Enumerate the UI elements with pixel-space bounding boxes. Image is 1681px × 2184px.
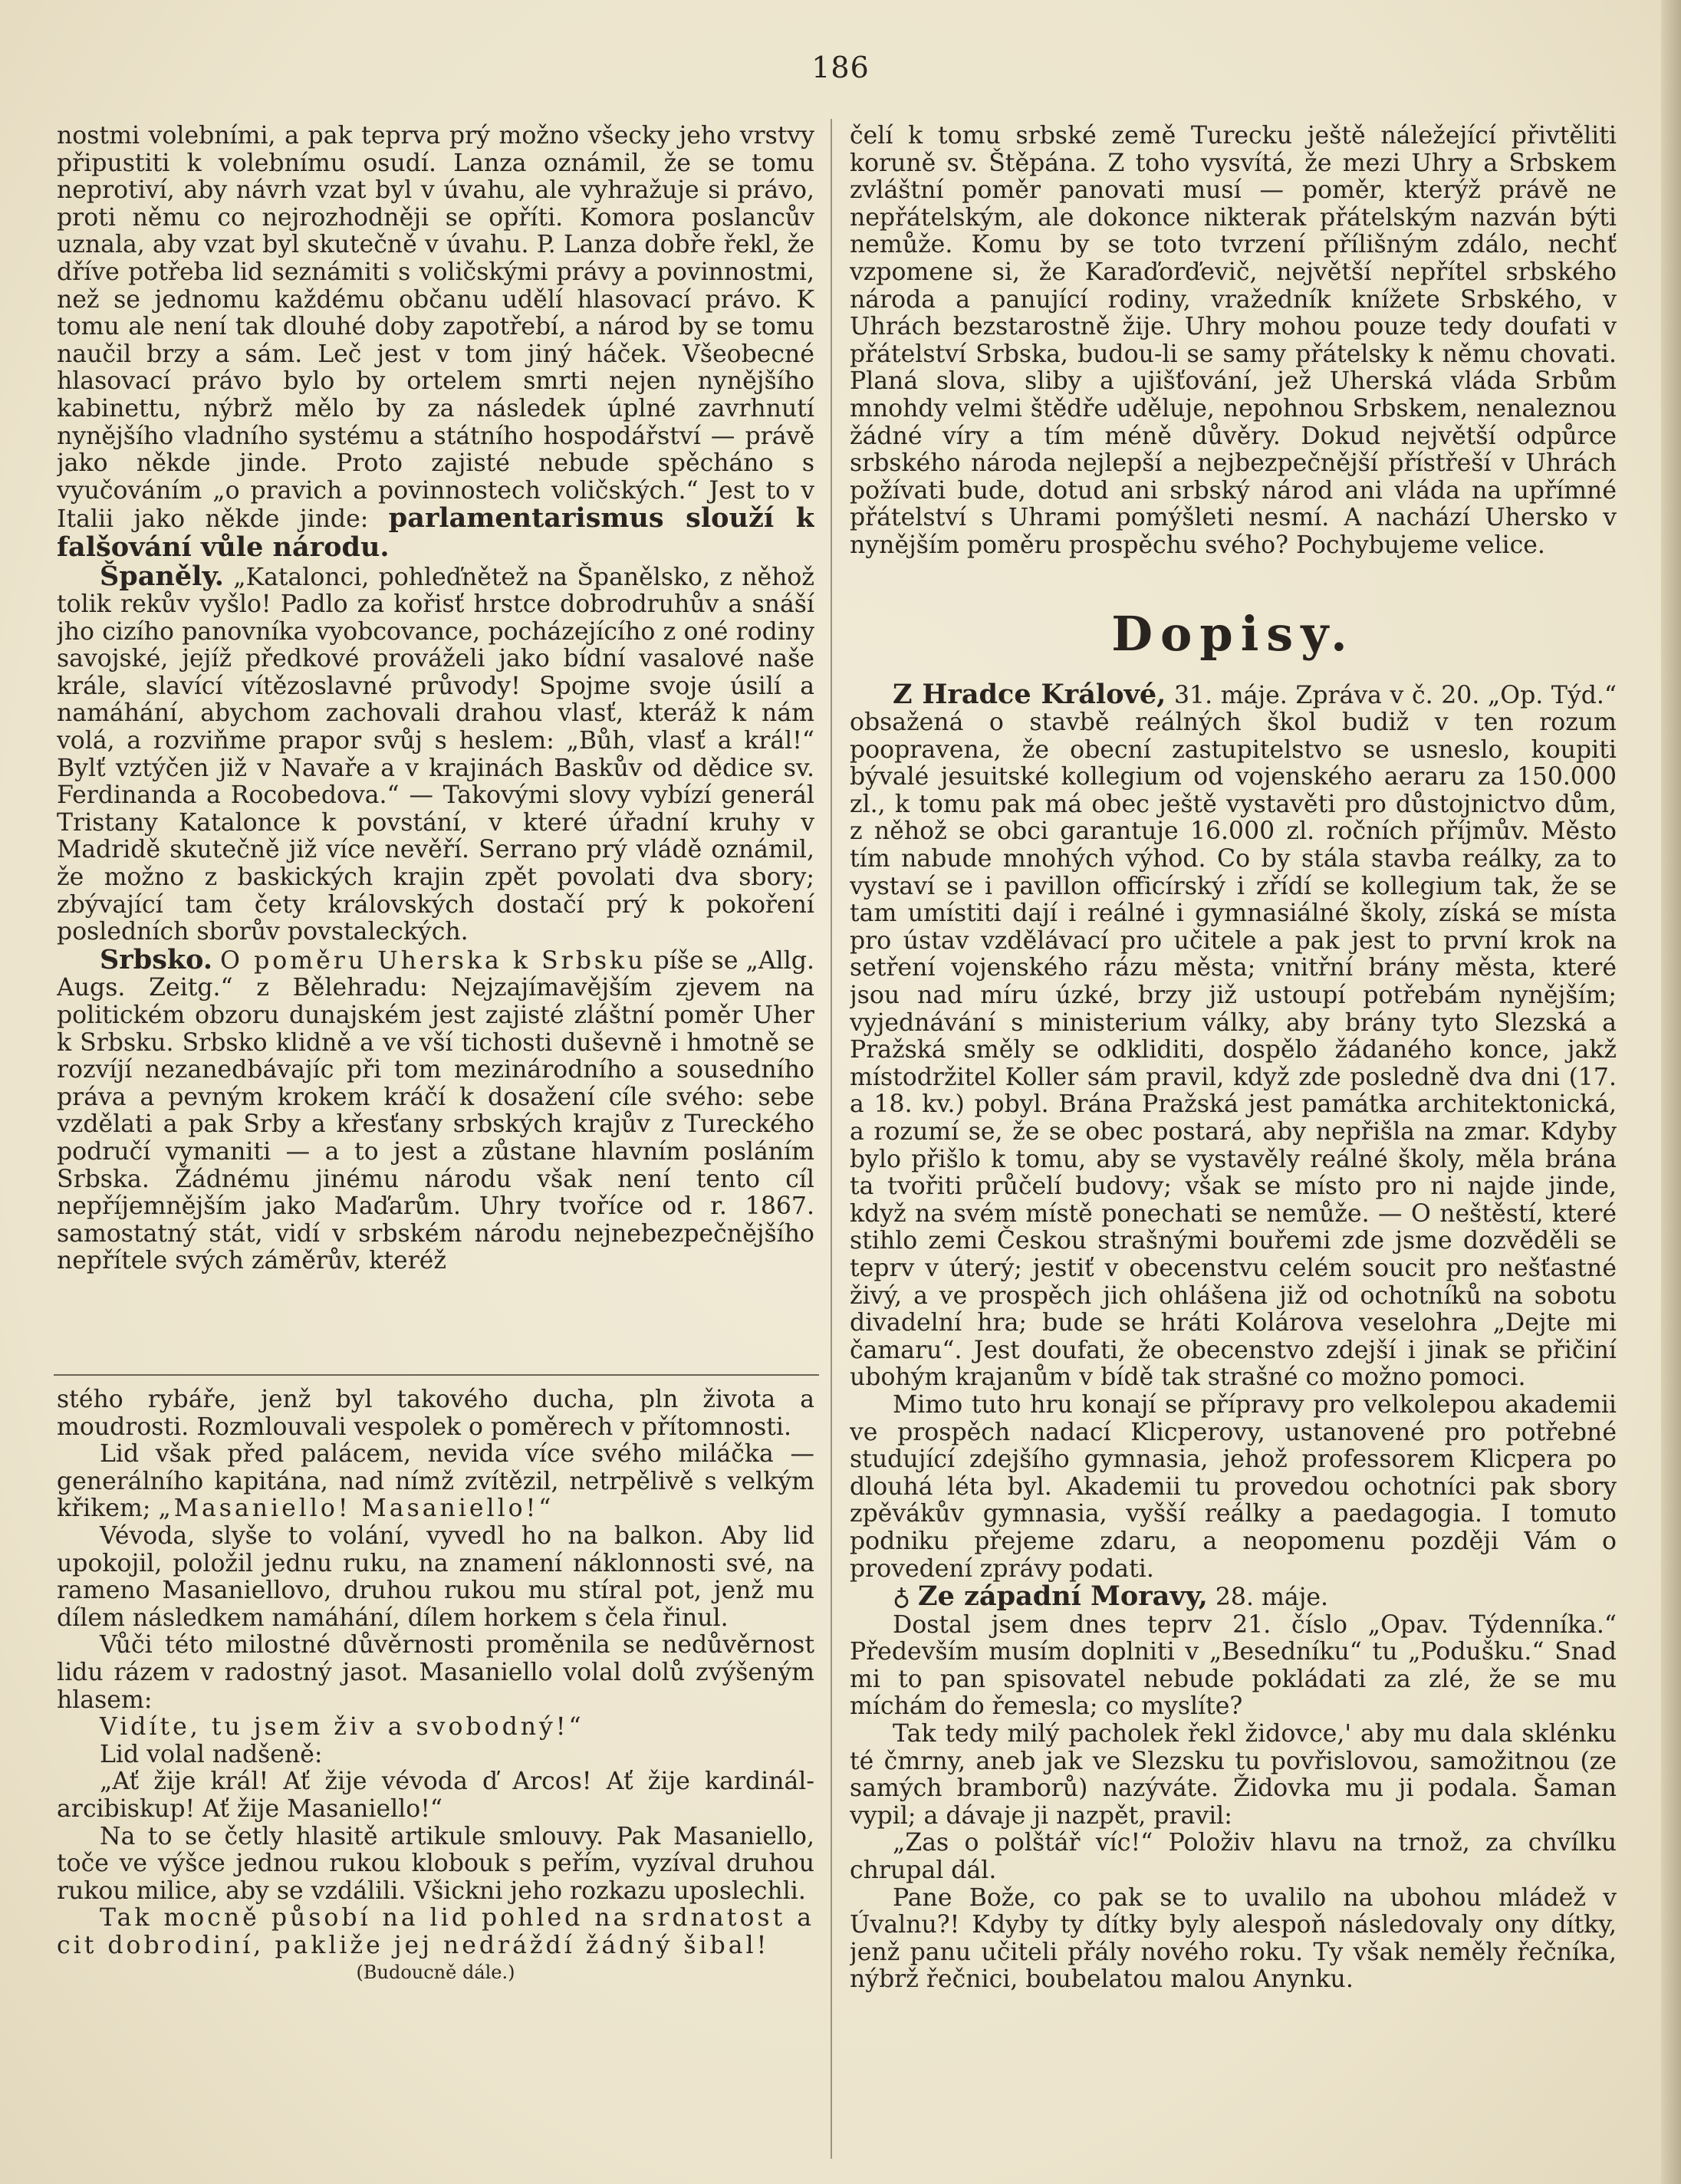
story-paragraph: Vévoda, slyše to volání, vyvedl ho na balkon. Aby lid upokojil, položil jednu ruku, na znamení náklonnosti své, na rameno Masaniellovo, druhou rukou mu stíral pot, jenž mu dílem následkem namáhání, dílem horkem s čela řinul. — [57, 1521, 814, 1632]
page-number: 186 — [811, 51, 870, 84]
feuilleton-divider — [54, 1374, 819, 1376]
paragraph-text: Lid však před palácem, nevida více svého miláčka — generálního kapitána, nad nímž zvítězil, netrpělivě s velkým křikem; — [57, 1440, 814, 1523]
paragraph-text: „Katalonci, pohleďnětež na Španělsko, z něhož tolik rekův vyšlo! Padlo za kořisť hrstce dobrodruhův a snáší jho cizího panovníka vyobcovance, pocházejícího z oné rodiny savojské, jejíž předkové prováželi jako bídní vasalové naše krále, slavící vítězoslavné průvody! Spojme svoje úsilí a namáhání, abychom zachovali drahou vlasť, kteráž k nám volá, a rozviňme prapor svůj s heslem: „Bůh, vlasť a král!“ Bylť vztýčen již v Navaře a v krajinách Baskův od dědice sv. Ferdinanda a Rocobedova.“ — Takovými slovy vybízí generál Tristany Katalonce k povstání, v které úřadní kruhy v Madridě skutečně již více nevěří. Serrano prý vládě oznámil, že možno z baskických krajin zpět povolati dva sbory; zbývající tam čety královských dostačí prý k pokoření posledních sborův povstaleckých. — [57, 563, 814, 946]
left-column-politics — [57, 123, 814, 1328]
letter-place: Z Hradce Králové, — [893, 678, 1166, 710]
letter-paragraph: Mimo tuto hru konají se přípravy pro velkolepou akademii ve prospěch nadací Klicperovy, ustanovené pro potřebné studující zdejšího gymnasia, jehož professorem Klicpera po dlouhá léta byl. Akademii tu provedou ochotníci pak sbory zpěvákův gymnasia, vyšší reálky a paedagogia. I tomuto podniku přejeme zdaru, a neopomenu později Vám o provedení zprávy podati. — [850, 1390, 1617, 1583]
article-paragraph: čelí k tomu srbské země Turecku ještě náležející přivtěliti koruně sv. Štěpána. Z toho vysvítá, že mezi Uhry a Srbskem zvláštní poměr panovati musí — poměr, kterýž právě ne nepřátelským, ale dokonce nikterak přátelským nazván býti nemůže. Komu by se toto tvrzení přílišným zdálo, nechť vzpomene si, že Karaďorďevič, největší nepřítel srbského národa a panující rodiny, vražedník knížete Srbského, v Uhrách bezstarostně žije. Uhry mohou pouze tedy doufati v přátelství Srbska, budou-li se samy přátelsky k němu chovati. Planá slova, sliby a ujišťování, jež Uherská vláda Srbům mnohdy velmi štědře uděluje, nepohnou Srbskem, nenaleznou žádné víry a tím méně důvěry. Dokud největší odpůrce srbského národa nejlepší a nejbezpečnější přístřeší v Uhrách požívati bude, dotud ani srbský národ ani vláda na upřímné přátelství s Uhrami pomýšleti nesmí. A nachází Uhersko v nynějším poměru prospěchu svého? Pochybujeme velice. — [850, 123, 1617, 559]
letter-paragraph: „Zas o polštář víc!“ Položiv hlavu na trnož, za chvílku chrupal dál. — [850, 1829, 1617, 1885]
letter-place: Ze západní Moravy, — [918, 1580, 1208, 1613]
paragraph-text: nostmi volebními, a pak teprva prý možno všecky jeho vrstvy připustiti k volebnímu osudí. Lanza oznámil, že se tomu neprotiví, aby návrh vzat byl v úvahu, ale vyhražuje si právo, proti němu co nejrozhodněji se opříti. Komora poslancův uznala, aby vzat byl skutečně v úvahu. P. Lanza dobře řekl, že dříve potřeba lid seznámiti s voličskými právy a povinnostmi, než se jednomu každému občanu udělí hlasovací právo. K tomu ale není tak dlouhé doby zapotřebí, a národ by se tomu naučil brzy a sám. Leč jest v tom jiný háček. Všeobecné hlasovací právo bylo by ortelem smrti nejen nynějšího kabinettu, nýbrž mělo by za následek úplné zavrhnutí nynějšího vladního systému a státního hospodářství — právě jako někde jinde. Proto zajisté nebude spěcháno s vyučováním „o pravich a povinnostech voličských.“ Jest to v Italii jako někde jinde: — [57, 123, 814, 534]
story-paragraph: Lid volal nadšeně: — [100, 1740, 323, 1768]
story-paragraph: stého rybáře, jenž byl takového ducha, pln života a moudrosti. Rozmlouvali vespolek o poměrech v přítomnosti. — [57, 1386, 814, 1441]
letter-date: 28. máje. — [1215, 1584, 1329, 1612]
section-heading-dopisy: Dopisy. — [1111, 605, 1355, 662]
page-edge-shadow — [1661, 0, 1681, 2184]
letter-date: 31. máje. — [1174, 681, 1288, 709]
left-column-feuilleton — [57, 1386, 814, 2054]
section-lead-spain: Španěly. — [100, 560, 224, 592]
story-quote: Vidíte, tu jsem živ a svobodný!“ — [100, 1713, 584, 1742]
letter-paragraph: Pane Bože, co pak se to uvalilo na ubohou mládež v Úvalnu?! Kdyby ty dítky byly alespoň následovaly ony dítky, jenž panu učiteli přály nového roku. Ty však neměly řečníka, nýbrž řečnici, boubelatou malou Anynku. — [850, 1883, 1617, 1994]
story-paragraph: Na to se četly hlasitě artikule smlouvy. Pak Masaniello, toče ve výšce jednou rukou klobouk s peřím, vyzíval druhou rukou milice, aby se vzdálili. Všickni jeho rozkazu uposlechli. — [57, 1822, 814, 1905]
article-paragraph-serbia — [57, 943, 814, 1275]
story-moral: Tak mocně působí na lid pohled na srdnatost a cit dobrodiní, pakliže jej nedráždí žádný šibal! — [57, 1904, 814, 1959]
story-paragraph: Vůči této milostné důvěrnosti proměnila se nedůvěrnost lidu rázem v radostný jasot. Masaniello volal dolů zvýšeným hlasem: — [57, 1631, 814, 1714]
correspondent-mark-icon: ♁ — [893, 1584, 911, 1612]
article-paragraph-spain — [57, 560, 814, 946]
letter-moravia — [850, 1580, 1617, 1613]
spaced-emphasis: „Masaniello! Masaniello!“ — [158, 1495, 554, 1523]
spaced-emphasis: O poměru Uherska k Srbsku — [220, 946, 646, 975]
continuation-note: (Budoucně dále.) — [356, 1962, 515, 1984]
letter-paragraph: Tak tedy milý pacholek řekl židovce,' aby mu dala sklénku té čmrny, aneb jak ve Slezsku tu povřislovou, samožitnou (ze samých bramborů) nazýváte. Židovka mu ji podala. Šaman vypil; a dávaje ji nazpět, pravil: — [850, 1720, 1617, 1830]
paragraph-text: Zpráva v č. 20. „Op. Týd.“ obsažená o stavbě reálných škol budiž v ten rozum poopravena, že obecní zastupitelstvo se usneslo, koupiti bývalé jesuitské kollegium od vojenského aeraru za 150.000 zl., k tomu pak má obec ještě vystavěti pro důstojnictvo dům, z něhož se obci garantuje 16.000 zl. ročních příjmův. Město tím nabude mnohých výhod. Co by stála stavba reálky, za to vystaví se i pavillon officírský i zřídí se kollegium tak, že se tam umístiti dají i reálné i gymnasiálné školy, získá se místa pro ústav vzdělávací pro učitele a pak jest to první krok na setření vojenského rázu města; vnitřní brány města, které jsou nad míru úzké, brzy již ustoupí potřebám nynějším; vyjednávání s ministerium války, aby brány tyto Slezská a Pražská směly se odkliditi, dospělo žádaného konce, jakž místodržitel Koller sám pravil, když zde posledně dva dni (17. a 18. kv.) pobyl. Brána Pražská jest památka architektonická, a rozumí se, že se obec postará, aby nepřišla na zmar. Kdyby bylo přišlo k tomu, aby se vystavěly reálné školy, měla brána ta tvořiti průčelí budovy; však se místo pro ni najde jinde, když na svém místě ponechati se nemůže. — O neštěstí, které stihlo zemi Českou strašnými bouřemi zde jsme dozvěděli se teprv v úterý; jestiť v obecenstvu celém soucit pro nešťastné živý, a ve prospěch jich ohlášena již od ochotníků na sobotu divadelní hra; bude se hráti Kolárova veselohra „Dejte mi čamaru“. Jest doufati, že obecenstvo zdejší i jinak se přičiní ubohým krajanům v bídě tak strašné co možno pomoci. — [850, 681, 1617, 1392]
story-paragraph — [57, 1441, 814, 1523]
section-lead-serbia: Srbsko. — [100, 943, 213, 975]
letter-paragraph: Dostal jsem dnes teprv 21. číslo „Opav. Týdenníka.“ Především musím doplniti v „Besedníku“ tu „Podušku.“ Snad mi to pan spisovatel nebude pokládati za zlé, že se mu míchám do řemesla; co myslíte? — [850, 1610, 1617, 1721]
column-divider — [831, 119, 832, 2159]
right-column — [850, 123, 1617, 2163]
letter-hradec — [850, 678, 1617, 1392]
article-paragraph — [57, 123, 814, 563]
bold-emphasis: parlamentarismus slouží k falšování vůle národu. — [57, 502, 814, 563]
paragraph-text: píše se „Allg. Augs. Zeitg.“ z Bělehradu: Nejzajímavějším zjevem na politickém obzoru dunajském jest zajisté zláštní poměr Uher k Srbsku. Srbsko klidně a ve vší tichosti duševně i hmotně se rozvíjí nezanedbávajíc při tom mezinárodního a sousedního práva a pevným krokem kráčí k dosažení cíle svého: sebe vzdělati a pak Srby a křesťany srbských krajův z Tureckého područí vymaniti — a to jest a zůstane hlavním posláním Srbska. Žádnému jinému národu však není tento cíl nepříjemnějším jako Maďarům. Uhry tvoříce od r. 1867. samostatný stát, vidí v srbském národu nejnebezpečnějšího nepřítele svých záměrův, kteréž — [57, 946, 814, 1275]
story-quote: „Ať žije král! Ať žije vévoda ď Arcos! Ať žije kardinál-arcibiskup! Ať žije Masaniello!“ — [57, 1768, 814, 1823]
